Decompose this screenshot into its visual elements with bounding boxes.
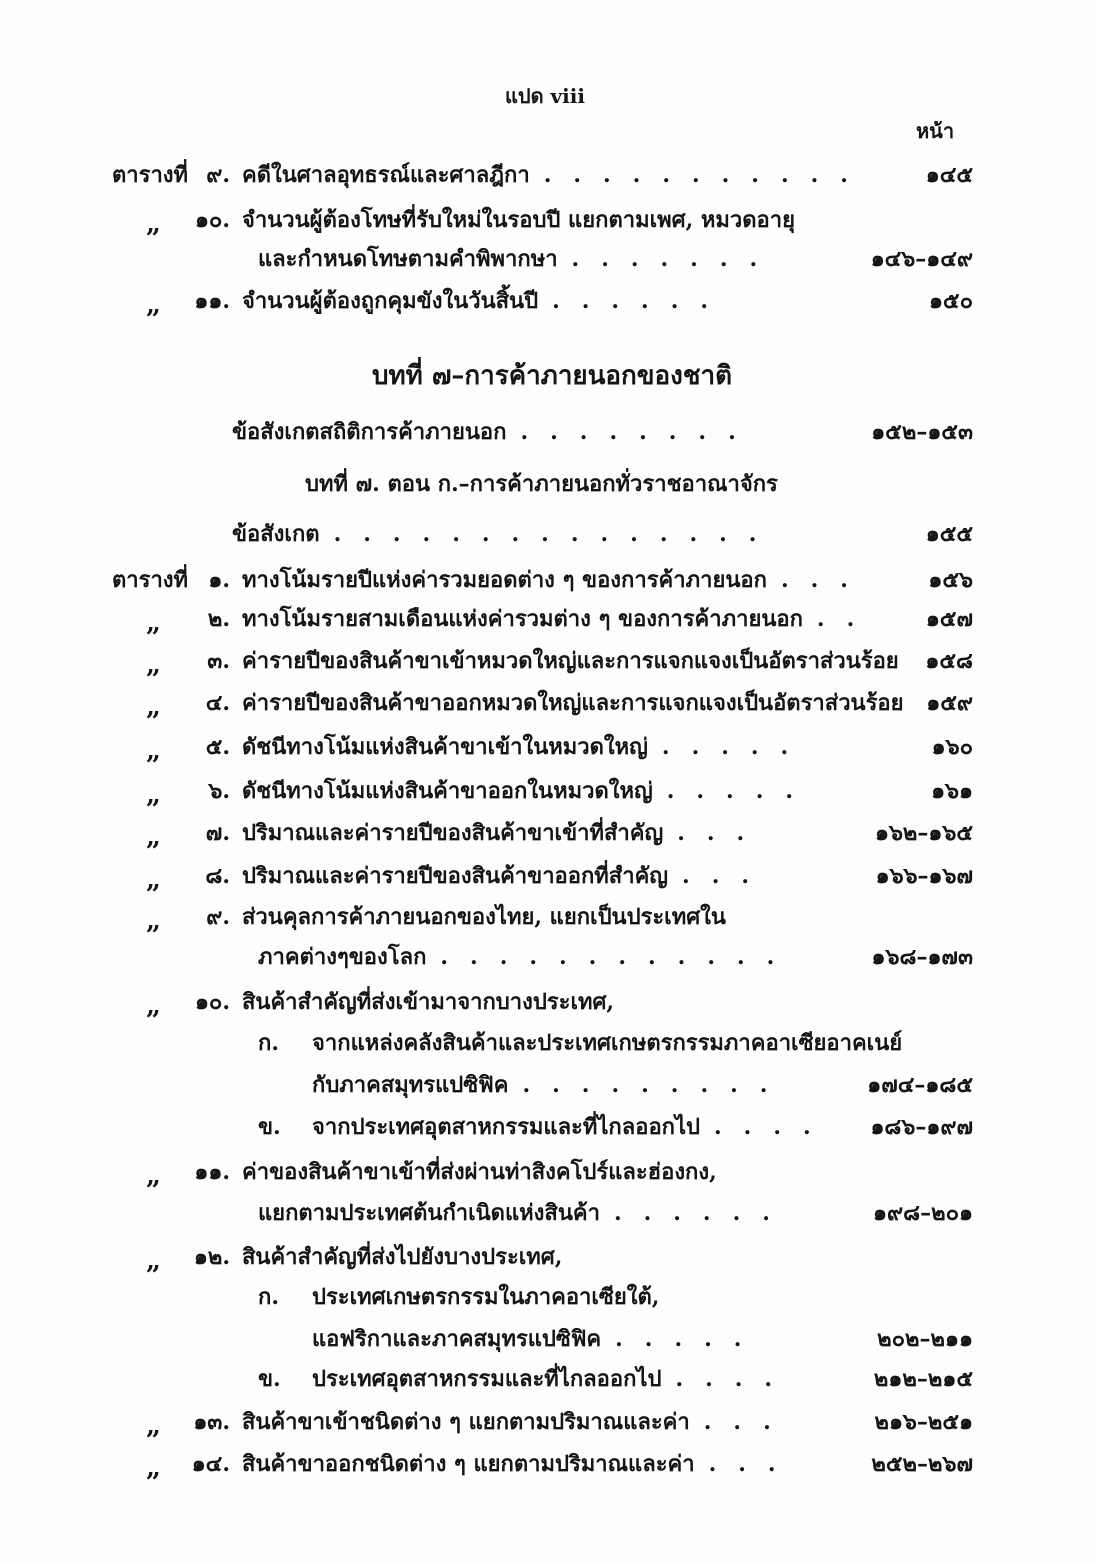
entry-title: ประเทศอุตสาหกรรมและที่ไกลออกไป xyxy=(312,1366,662,1392)
toc-entry xyxy=(0,684,1095,722)
toc-entry: „ ๕. ดัชนีทางโน้มแห่งสินค้าขาเข้าในหมวดใหญ่ ..... ๑๖๐ xyxy=(0,728,1095,766)
entry-title: ทางโน้มรายปีแห่งค่ารวมยอดต่าง ๆ ของการค้าภายนอก xyxy=(242,567,767,593)
entry-number: ๙. xyxy=(206,904,230,930)
entry-page: ๑๖๘–๑๗๓ xyxy=(871,944,973,970)
entry-prefix: „ xyxy=(146,692,161,722)
entry-page: ๒๑๒–๒๑๕ xyxy=(873,1366,973,1392)
entry-prefix: „ xyxy=(146,209,161,239)
entry-number: ก. xyxy=(258,1030,279,1056)
entry-prefix: „ xyxy=(146,1411,161,1441)
entry-prefix: ตารางที่ xyxy=(112,162,189,188)
entry-title: ค่าของสินค้าขาเข้าที่ส่งผ่านท่าสิงคโปร์และฮ่องกง, xyxy=(242,1159,717,1185)
entry-prefix: „ xyxy=(146,1161,161,1191)
toc-entry: แอฟริกาและภาคสมุทรแปซิฟิค ..... ๒๐๒–๒๑๑ xyxy=(0,1320,1095,1358)
entry-number: ๒. xyxy=(207,606,230,632)
entry-page: ๑๕๒–๑๕๓ xyxy=(871,419,973,445)
entry-title: ปริมาณและค่ารายปีของสินค้าขาออกที่สำคัญ xyxy=(242,863,669,889)
entry-title: จากประเทศอุตสาหกรรมและที่ไกลออกไป xyxy=(312,1114,701,1140)
entry-number: ๙. xyxy=(206,162,230,188)
entry-prefix: „ xyxy=(146,736,161,766)
toc-entry: ข้อสังเกตสถิติการค้าภายนอก ........ ๑๕๒–๑๕๓ xyxy=(0,413,1095,451)
entry-page: ๑๕๘ xyxy=(925,648,973,674)
toc-entry: ข. ประเทศอุตสาหกรรมและที่ไกลออกไป .... ๒๑๒–๒๑๕ xyxy=(0,1360,1095,1398)
entry-prefix: „ xyxy=(146,906,161,936)
entry-title: ปริมาณและค่ารายปีของสินค้าขาเข้าที่สำคัญ xyxy=(242,820,664,846)
toc-entry: ตารางที่ ๑. ทางโน้มรายปีแห่งค่ารวมยอดต่าง ๆ ของการค้าภายนอก ... ๑๕๖ xyxy=(0,561,1095,599)
entry-title: จำนวนผู้ต้องถูกคุมขังในวันสิ้นปี xyxy=(242,288,539,314)
entry-page: ๑๕๐ xyxy=(928,288,973,314)
entry-number: ข. xyxy=(258,1366,281,1392)
entry-title: แอฟริกาและภาคสมุทรแปซิฟิค xyxy=(312,1326,602,1352)
entry-prefix: „ xyxy=(146,991,161,1021)
entry-number: ๑๐. xyxy=(194,207,230,233)
entry-number: ๘. xyxy=(205,863,230,889)
entry-page: ๑๗๔–๑๘๕ xyxy=(867,1072,973,1098)
entry-title: ประเทศเกษตรกรรมในภาคอาเซียใต้, xyxy=(312,1284,660,1310)
entry-number: ๕. xyxy=(205,734,230,760)
entry-prefix: „ xyxy=(146,608,161,638)
entry-title: ภาคต่างๆของโลก xyxy=(258,944,427,970)
entry-page: ๑๔๕ xyxy=(925,162,973,188)
entry-page: ๑๖๒–๑๖๕ xyxy=(874,820,973,846)
entry-page: ๑๘๖–๑๙๗ xyxy=(870,1114,973,1140)
entry-number: ๑๔. xyxy=(191,1451,230,1477)
running-head: แปด viii xyxy=(505,84,585,108)
entry-title: กับภาคสมุทรแปซิฟิค xyxy=(312,1072,509,1098)
entry-title: ข้อสังเกตสถิติการค้าภายนอก xyxy=(232,419,507,445)
page-column-label: หน้า xyxy=(916,119,955,143)
entry-page: ๑๕๖ xyxy=(928,567,973,593)
entry-page: ๑๖๑ xyxy=(931,778,973,804)
entry-number: ก. xyxy=(258,1284,279,1310)
toc-entry: แยกตามประเทศต้นกำเนิดแห่งสินค้า ...... ๑๙๘–๒๐๑ xyxy=(0,1194,1095,1232)
entry-title: จากแหล่งคลังสินค้าและประเทศเกษตรกรรมภาคอาเซียอาคเนย์ xyxy=(312,1030,903,1056)
entry-page: ๑๔๖–๑๔๙ xyxy=(870,246,973,272)
toc-entry xyxy=(0,642,1095,680)
toc-entry: ข้อสังเกต ............... ๑๕๕ xyxy=(0,515,1095,553)
toc-entry: „ ๗. ปริมาณและค่ารายปีของสินค้าขาเข้าที่สำคัญ ... ๑๖๒–๑๖๕ xyxy=(0,814,1095,852)
toc-entry xyxy=(0,1153,1095,1191)
toc-entry: „ ๑๓. สินค้าขาเข้าชนิดต่าง ๆ แยกตามปริมาณและค่า ... ๒๑๖–๒๕๑ xyxy=(0,1403,1095,1441)
entry-number: ๑๒. xyxy=(193,1244,230,1270)
entry-title: แยกตามประเทศต้นกำเนิดแห่งสินค้า xyxy=(258,1200,600,1226)
entry-title: ดัชนีทางโน้มแห่งสินค้าขาออกในหมวดใหญ่ xyxy=(242,778,653,804)
entry-page: ๒๐๒–๒๑๑ xyxy=(877,1326,973,1352)
toc-entry: ภาคต่างๆของโลก ............ ๑๖๘–๑๗๓ xyxy=(0,938,1095,976)
entry-number: ๑๑. xyxy=(194,288,230,314)
entry-prefix: „ xyxy=(146,1246,161,1276)
entry-number: ๑. xyxy=(208,567,230,593)
toc-entry xyxy=(0,1238,1095,1276)
toc-entry: „ ๖. ดัชนีทางโน้มแห่งสินค้าขาออกในหมวดใหญ่ ..... ๑๖๑ xyxy=(0,772,1095,810)
entry-number: ๖. xyxy=(208,778,230,804)
entry-page: ๑๖๖–๑๖๗ xyxy=(875,863,973,889)
entry-page: ๑๙๘–๒๐๑ xyxy=(873,1200,973,1226)
entry-page: ๒๕๒–๒๖๗ xyxy=(871,1451,973,1477)
toc-entry xyxy=(0,1024,1095,1062)
entry-prefix: „ xyxy=(146,822,161,852)
entry-prefix: „ xyxy=(146,290,161,320)
entry-prefix: „ xyxy=(146,865,161,895)
entry-prefix: „ xyxy=(146,1453,161,1483)
chapter-heading: บทที่ ๗–การค้าภายนอกของชาติ xyxy=(372,361,733,391)
entry-page: ๑๕๙ xyxy=(926,690,973,716)
toc-entry: „ ๑๔. สินค้าขาออกชนิดต่าง ๆ แยกตามปริมาณและค่า ... ๒๕๒–๒๖๗ xyxy=(0,1445,1095,1483)
entry-number: ๗. xyxy=(205,820,230,846)
toc-entry: กับภาคสมุทรแปซิฟิค ......... ๑๗๔–๑๘๕ xyxy=(0,1066,1095,1104)
entry-title: ข้อสังเกต xyxy=(232,521,320,547)
entry-title: ดัชนีทางโน้มแห่งสินค้าขาเข้าในหมวดใหญ่ xyxy=(242,734,648,760)
entry-page: ๑๖๐ xyxy=(931,734,973,760)
entry-title: ทางโน้มรายสามเดือนแห่งค่ารวมต่าง ๆ ของการค้าภายนอก xyxy=(242,606,803,632)
entry-title: คดีในศาลอุทธรณ์และศาลฎีกา xyxy=(242,162,530,188)
entry-number: ข. xyxy=(258,1114,281,1140)
toc-entry: „ ๘. ปริมาณและค่ารายปีของสินค้าขาออกที่สำคัญ ... ๑๖๖–๑๖๗ xyxy=(0,857,1095,895)
entry-number: ๔. xyxy=(205,690,230,716)
entry-number: ๑๓. xyxy=(193,1409,230,1435)
entry-title: สินค้าสำคัญที่ส่งไปยังบางประเทศ, xyxy=(242,1244,563,1270)
entry-prefix: „ xyxy=(146,780,161,810)
toc-entry: ข. จากประเทศอุตสาหกรรมและที่ไกลออกไป .... ๑๘๖–๑๙๗ xyxy=(0,1108,1095,1146)
toc-entry xyxy=(0,1278,1095,1316)
toc-entry: „ ๑๑. จำนวนผู้ต้องถูกคุมขังในวันสิ้นปี ...... ๑๕๐ xyxy=(0,282,1095,320)
entry-title: สินค้าขาเข้าชนิดต่าง ๆ แยกตามปริมาณและค่า xyxy=(242,1409,690,1435)
toc-entry xyxy=(0,898,1095,936)
entry-page: ๒๑๖–๒๕๑ xyxy=(874,1409,973,1435)
entry-title: จำนวนผู้ต้องโทษที่รับใหม่ในรอบปี แยกตามเพศ, หมวดอายุ xyxy=(242,207,795,233)
entry-title: สินค้าสำคัญที่ส่งเข้ามาจากบางประเทศ, xyxy=(242,989,615,1015)
entry-title: ส่วนคุลการค้าภายนอกของไทย, แยกเป็นประเทศใน xyxy=(242,904,726,930)
toc-entry xyxy=(0,983,1095,1021)
entry-title: และกำหนดโทษตามคำพิพากษา xyxy=(258,246,558,272)
section-heading: บทที่ ๗. ตอน ก.–การค้าภายนอกทั่วราชอาณาจักร xyxy=(305,471,778,497)
toc-entry: ตารางที่ ๙. คดีในศาลอุทธรณ์และศาลฎีกา ........... ๑๔๕ xyxy=(0,156,1095,194)
toc-entry: และกำหนดโทษตามคำพิพากษา ....... ๑๔๖–๑๔๙ xyxy=(0,240,1095,278)
entry-prefix: „ xyxy=(146,650,161,680)
entry-title: สินค้าขาออกชนิดต่าง ๆ แยกตามปริมาณและค่า xyxy=(242,1451,695,1477)
entry-title: ค่ารายปีของสินค้าขาออกหมวดใหญ่และการแจกแจงเป็นอัตราส่วนร้อย xyxy=(242,690,904,716)
toc-entry xyxy=(0,201,1095,239)
entry-number: ๓. xyxy=(207,648,230,674)
entry-page: ๑๕๕ xyxy=(925,521,973,547)
entry-page: ๑๕๗ xyxy=(925,606,973,632)
entry-prefix: ตารางที่ xyxy=(112,567,189,593)
entry-number: ๑๐. xyxy=(194,989,230,1015)
entry-title: ค่ารายปีของสินค้าขาเข้าหมวดใหญ่และการแจกแจงเป็นอัตราส่วนร้อย xyxy=(242,648,899,674)
toc-entry: „ ๒. ทางโน้มรายสามเดือนแห่งค่ารวมต่าง ๆ ของการค้าภายนอก .. ๑๕๗ xyxy=(0,600,1095,638)
entry-number: ๑๑. xyxy=(194,1159,230,1185)
